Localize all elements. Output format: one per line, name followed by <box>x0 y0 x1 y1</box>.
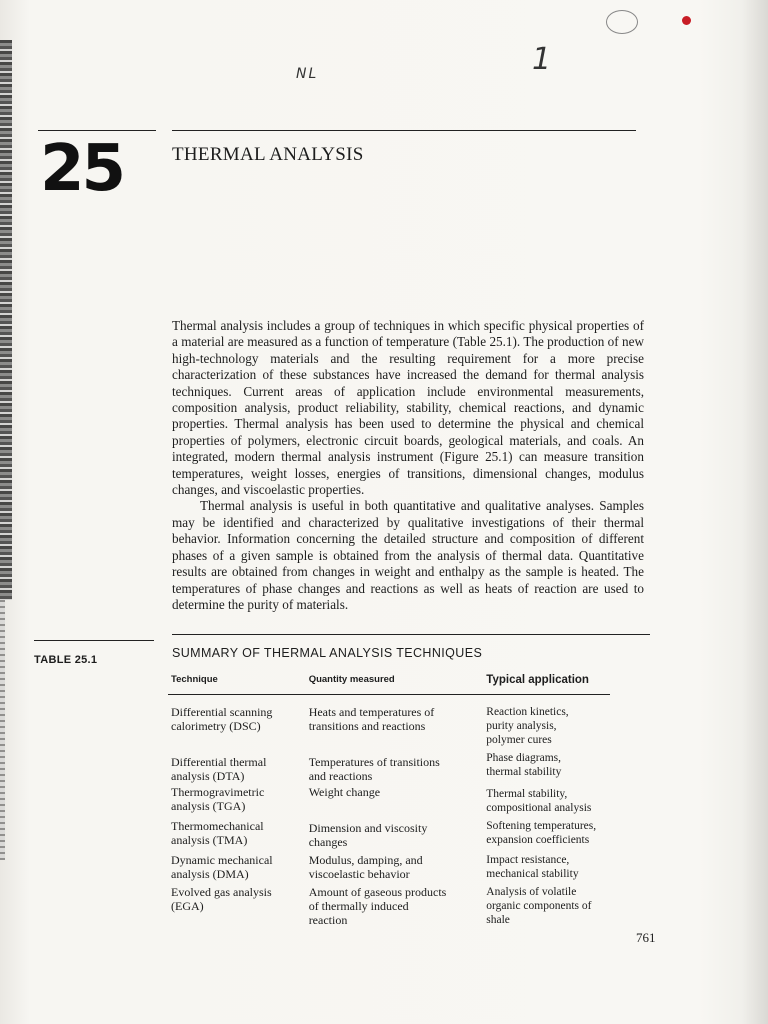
cell-technique: analysis (TGA) <box>171 799 246 813</box>
table-row <box>168 751 616 783</box>
header-technique: Technique <box>171 674 218 685</box>
header-rule-left <box>38 130 156 131</box>
cell-application: expansion coefficients <box>486 834 590 846</box>
cell-quantity: Temperatures of transitions <box>308 755 440 769</box>
cell-quantity: Dimension and viscosity <box>308 821 428 835</box>
techniques-table <box>168 670 616 927</box>
cell-quantity: Heats and temperatures of <box>308 705 435 719</box>
handwritten-initials: NL <box>296 66 319 82</box>
pen-mark-circle <box>606 10 638 34</box>
table-row <box>168 819 616 849</box>
cell-technique: analysis (DMA) <box>171 867 249 881</box>
cell-quantity: viscoelastic behavior <box>308 867 410 881</box>
handwritten-number: 1 <box>532 42 552 77</box>
table-rule-left <box>34 640 154 641</box>
table-row <box>168 705 616 747</box>
cell-technique: Dynamic mechanical <box>171 853 273 867</box>
table-header <box>168 670 616 692</box>
cell-quantity: reaction <box>308 913 348 927</box>
cell-quantity: of thermally induced <box>308 899 409 913</box>
cell-application: shale <box>486 914 510 926</box>
cell-application: organic components of <box>486 900 592 912</box>
cell-application: purity analysis, <box>486 720 557 732</box>
cell-application: polymer cures <box>486 734 552 746</box>
page-number: 761 <box>636 930 656 945</box>
cell-quantity: Weight change <box>308 785 381 799</box>
cell-quantity: Amount of gaseous products <box>308 885 447 899</box>
red-ink-dot <box>682 16 691 25</box>
cell-application: Softening temperatures, <box>486 820 597 832</box>
cell-application: compositional analysis <box>486 802 592 814</box>
chapter-number: 25 <box>40 132 124 206</box>
cell-application: Phase diagrams, <box>486 752 562 764</box>
cell-application: Thermal stability, <box>486 788 568 800</box>
cell-technique: calorimetry (DSC) <box>171 719 261 733</box>
header-application: Typical application <box>486 674 589 686</box>
cell-quantity: transitions and reactions <box>308 719 426 733</box>
table-row <box>168 785 616 815</box>
table-label: TABLE 25.1 <box>34 654 98 666</box>
cell-technique: analysis (DTA) <box>171 769 245 783</box>
cell-application: mechanical stability <box>486 868 579 880</box>
cell-quantity: changes <box>308 835 348 849</box>
chapter-title: THERMAL ANALYSIS <box>172 144 364 165</box>
table-row <box>168 853 616 881</box>
binding-shadow-lower <box>0 600 5 860</box>
cell-technique: Differential thermal <box>171 755 267 769</box>
page-edge-shadow <box>742 0 768 1024</box>
cell-technique: analysis (TMA) <box>171 833 248 847</box>
cell-technique: Thermomechanical <box>171 819 264 833</box>
cell-application: Analysis of volatile <box>486 886 577 898</box>
cell-application: Reaction kinetics, <box>486 706 569 718</box>
paragraph-2: Thermal analysis is useful in both quantitative and qualitative analyses. Samples may be identified and characterized by qualitative investigations of their thermal behavior. Information concerning the detailed structure and composition of different phases of a given sample is obtained from the analysis of thermal data. Quantitative results are obtained from changes in weight and enthalpy as the sample is heated. The temperatures of phase changes and reactions as well as heats of reaction are used to determine the purity of materials. <box>172 498 644 612</box>
cell-application: Impact resistance, <box>486 854 570 866</box>
table-rule-right <box>172 634 650 635</box>
header-rule-right <box>172 130 636 131</box>
cell-quantity: and reactions <box>308 769 373 783</box>
cell-quantity: Modulus, damping, and <box>308 853 423 867</box>
binding-shadow <box>0 40 12 600</box>
cell-technique: Thermogravimetric <box>171 785 265 799</box>
paragraph-1: Thermal analysis includes a group of techniques in which specific physical properties of a material are measured as a function of temperature (Table 25.1). The production of new high-technology materials and the resulting requirement for a more precise characterization of these substances have increased the demand for thermal analysis techniques. Current areas of application include environmental measurements, composition analysis, product reliability, stability, chemical reactions, and dynamic properties. Thermal analysis has been used to determine the physical and chemical properties of polymers, electronic circuit boards, geological materials, and coals. An integrated, modern thermal analysis instrument (Figure 25.1) can measure transition temperatures, weight losses, energies of transitions, dimensional changes, modulus changes, and viscoelastic properties. <box>172 318 644 498</box>
table-title: SUMMARY OF THERMAL ANALYSIS TECHNIQUES <box>172 646 483 660</box>
cell-technique: Evolved gas analysis <box>171 885 272 899</box>
body-text <box>172 318 644 613</box>
header-quantity: Quantity measured <box>308 674 395 685</box>
table-row <box>168 885 616 927</box>
header-rule <box>168 694 610 695</box>
cell-technique: Differential scanning <box>171 705 273 719</box>
cell-application: thermal stability <box>486 766 562 778</box>
cell-technique: (EGA) <box>171 899 204 913</box>
